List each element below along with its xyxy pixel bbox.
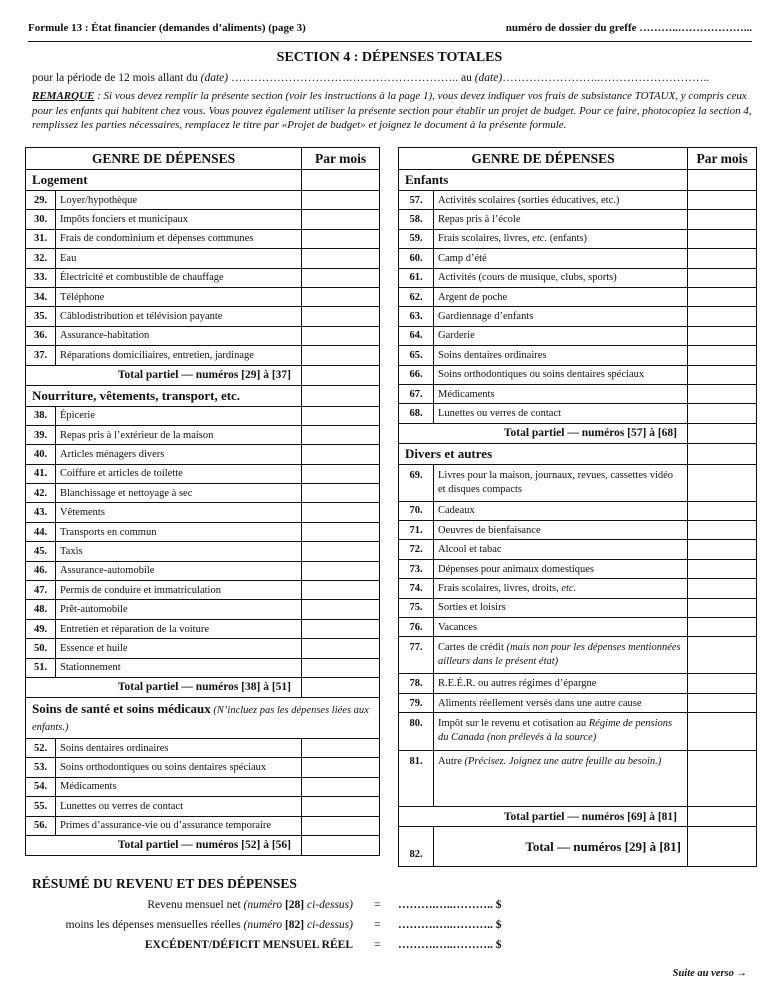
subtotal-amount-field[interactable] bbox=[302, 677, 380, 697]
monthly-amount-field[interactable] bbox=[302, 797, 380, 816]
item-number: 63. bbox=[399, 307, 434, 326]
monthly-amount-field[interactable] bbox=[302, 619, 380, 638]
monthly-amount-field[interactable] bbox=[302, 326, 380, 345]
item-number: 65. bbox=[399, 346, 434, 365]
monthly-amount-field[interactable] bbox=[688, 307, 757, 326]
monthly-amount-field[interactable] bbox=[688, 229, 757, 248]
item-number: 74. bbox=[399, 579, 434, 598]
item-number: 80. bbox=[399, 713, 434, 751]
item-number: 55. bbox=[26, 797, 56, 816]
monthly-amount-field[interactable] bbox=[302, 542, 380, 561]
item-number: 40. bbox=[26, 445, 56, 464]
expense-row bbox=[399, 191, 757, 210]
court-file-number: numéro de dossier du greffe ………..………………... bbox=[505, 22, 752, 34]
item-number: 66. bbox=[399, 365, 434, 384]
expense-row bbox=[26, 268, 380, 287]
item-label: Repas pris à l’école bbox=[434, 210, 688, 229]
item-number: 50. bbox=[26, 639, 56, 658]
item-label: Dépenses pour animaux domestiques bbox=[434, 559, 688, 578]
expense-row bbox=[399, 464, 757, 501]
item-label: Impôts fonciers et municipaux bbox=[56, 210, 302, 229]
subtotal-amount-field[interactable] bbox=[688, 423, 757, 443]
subtotal-row: Total partiel — numéros [69] à [81] bbox=[399, 807, 757, 827]
expense-row bbox=[399, 501, 757, 520]
expense-row bbox=[26, 542, 380, 561]
item-label: Assurance-habitation bbox=[56, 326, 302, 345]
item-number: 34. bbox=[26, 287, 56, 306]
section-title: SECTION 4 : DÉPENSES TOTALES bbox=[276, 50, 503, 65]
item-label: Vacances bbox=[434, 618, 688, 637]
grand-total-row: 82. Total — numéros [29] à [81] bbox=[399, 827, 757, 867]
expense-row bbox=[26, 738, 380, 757]
item-label: Gardiennage d’enfants bbox=[434, 307, 688, 326]
item-label: Essence et huile bbox=[56, 639, 302, 658]
monthly-amount-field[interactable] bbox=[302, 287, 380, 306]
item-label: Coiffure et articles de toilette bbox=[56, 464, 302, 483]
item-label: Médicaments bbox=[434, 384, 688, 403]
start-date-field[interactable]: ………………………….……………………….. bbox=[228, 72, 461, 84]
expense-row bbox=[399, 540, 757, 559]
monthly-amount-field[interactable] bbox=[688, 191, 757, 210]
expense-row bbox=[26, 307, 380, 326]
item-label: Blanchissage et nettoyage à sec bbox=[56, 484, 302, 503]
item-label: Assurance-automobile bbox=[56, 561, 302, 580]
monthly-amount-field[interactable] bbox=[688, 268, 757, 287]
item-label: Lunettes ou verres de contact bbox=[56, 797, 302, 816]
item-label: Loyer/hypothèque bbox=[56, 191, 302, 210]
group-logement bbox=[26, 170, 380, 191]
item-label: Soins dentaires ordinaires bbox=[434, 346, 688, 365]
item-number: 56. bbox=[26, 816, 56, 835]
group-divers bbox=[399, 443, 757, 464]
item-number: 78. bbox=[399, 674, 434, 693]
monthly-amount-field[interactable] bbox=[302, 484, 380, 503]
item-label: Vêtements bbox=[56, 503, 302, 522]
group-title: Soins de santé et soins médicaux bbox=[32, 700, 211, 716]
monthly-amount-field[interactable] bbox=[302, 738, 380, 757]
summary-label: EXCÉDENT/DÉFICIT MENSUEL RÉEL bbox=[144, 939, 353, 951]
item-label: Repas pris à l’extérieur de la maison bbox=[56, 425, 302, 444]
group-sante bbox=[26, 697, 380, 738]
subtotal-amount-field[interactable] bbox=[302, 365, 380, 385]
monthly-amount-field[interactable] bbox=[302, 406, 380, 425]
item-label: Cartes de crédit (mais non pour les dépenses mentionnées ailleurs dans le présent état) bbox=[434, 637, 688, 674]
monthly-amount-field[interactable] bbox=[688, 346, 757, 365]
item-label: Téléphone bbox=[56, 287, 302, 306]
expense-row bbox=[26, 658, 380, 677]
item-label: Primes d’assurance-vie ou d’assurance temporaire bbox=[56, 816, 302, 835]
expense-row bbox=[26, 484, 380, 503]
item-number: 49. bbox=[26, 619, 56, 638]
monthly-amount-field[interactable] bbox=[688, 579, 757, 598]
item-label: Frais de condominium et dépenses communes bbox=[56, 229, 302, 248]
item-number: 72. bbox=[399, 540, 434, 559]
item-number: 58. bbox=[399, 210, 434, 229]
item-label: Autre (Précisez. Joignez une autre feuille au besoin.) bbox=[434, 751, 688, 807]
monthly-amount-field[interactable] bbox=[302, 600, 380, 619]
expense-row bbox=[399, 229, 757, 248]
expense-row bbox=[399, 751, 757, 807]
monthly-amount-field[interactable] bbox=[302, 581, 380, 600]
equals-sign: = bbox=[374, 899, 381, 911]
expense-row bbox=[26, 406, 380, 425]
monthly-amount-field[interactable] bbox=[688, 464, 757, 501]
equals-sign: = bbox=[374, 939, 381, 951]
item-label: Livres pour la maison, journaux, revues, cassettes vidéo et disques compacts bbox=[434, 464, 688, 501]
item-number: 33. bbox=[26, 268, 56, 287]
item-number: 61. bbox=[399, 268, 434, 287]
monthly-amount-field[interactable] bbox=[688, 637, 757, 674]
monthly-amount-field[interactable] bbox=[302, 639, 380, 658]
expense-row bbox=[26, 758, 380, 777]
summary-amount-field[interactable]: ……….…..……….. $ bbox=[398, 939, 502, 951]
expense-row bbox=[26, 581, 380, 600]
column-header-type: GENRE DE DÉPENSES bbox=[26, 148, 302, 170]
column-header-month: Par mois bbox=[688, 148, 757, 170]
item-number: 52. bbox=[26, 738, 56, 757]
group-title: Nourriture, vêtements, transport, etc. bbox=[26, 385, 302, 406]
column-header-month: Par mois bbox=[302, 148, 380, 170]
item-label: Réparations domiciliaires, entretien, jardinage bbox=[56, 346, 302, 365]
item-number: 41. bbox=[26, 464, 56, 483]
expense-row bbox=[26, 425, 380, 444]
item-label: Transports en commun bbox=[56, 522, 302, 541]
item-number: 38. bbox=[26, 406, 56, 425]
monthly-amount-field[interactable] bbox=[688, 210, 757, 229]
item-label: Médicaments bbox=[56, 777, 302, 796]
monthly-amount-field[interactable] bbox=[688, 404, 757, 423]
item-number: 37. bbox=[26, 346, 56, 365]
monthly-amount-field[interactable] bbox=[688, 598, 757, 617]
monthly-amount-field[interactable] bbox=[302, 522, 380, 541]
monthly-amount-field[interactable] bbox=[688, 618, 757, 637]
summary-amount-field[interactable]: ……….…..……….. $ bbox=[398, 919, 502, 931]
monthly-amount-field[interactable] bbox=[688, 693, 757, 712]
item-label: Permis de conduire et immatriculation bbox=[56, 581, 302, 600]
item-number: 59. bbox=[399, 229, 434, 248]
group-title: Enfants bbox=[399, 170, 688, 191]
monthly-amount-field[interactable] bbox=[688, 521, 757, 540]
expenses-table-right bbox=[398, 147, 757, 867]
monthly-amount-field[interactable] bbox=[302, 268, 380, 287]
item-number: 42. bbox=[26, 484, 56, 503]
item-label: Entretien et réparation de la voiture bbox=[56, 619, 302, 638]
subtotal-amount-field[interactable] bbox=[302, 835, 380, 855]
expense-row bbox=[26, 600, 380, 619]
item-number: 79. bbox=[399, 693, 434, 712]
monthly-amount-field[interactable] bbox=[688, 326, 757, 345]
expense-row bbox=[26, 522, 380, 541]
item-number: 71. bbox=[399, 521, 434, 540]
expense-row bbox=[399, 693, 757, 712]
subtotal-row: Total partiel — numéros [52] à [56] bbox=[26, 835, 380, 855]
summary-label: moins les dépenses mensuelles réelles (numéro [82] ci-dessus) bbox=[65, 919, 353, 931]
item-number: 53. bbox=[26, 758, 56, 777]
group-enfants bbox=[399, 170, 757, 191]
item-label: Soins orthodontiques ou soins dentaires spéciaux bbox=[56, 758, 302, 777]
item-label: Frais scolaires, livres, droits, etc. bbox=[434, 579, 688, 598]
expense-row bbox=[399, 559, 757, 578]
item-number: 70. bbox=[399, 501, 434, 520]
item-number: 54. bbox=[26, 777, 56, 796]
end-date-field[interactable]: ……………………..……………………….. bbox=[502, 72, 710, 84]
column-header-type: GENRE DE DÉPENSES bbox=[399, 148, 688, 170]
item-number: 46. bbox=[26, 561, 56, 580]
expense-row bbox=[399, 326, 757, 345]
item-number: 43. bbox=[26, 503, 56, 522]
grand-total-amount-field[interactable] bbox=[688, 827, 757, 867]
expense-row bbox=[399, 521, 757, 540]
grand-total-label: Total — numéros [29] à [81] bbox=[434, 827, 688, 867]
monthly-amount-field[interactable] bbox=[302, 658, 380, 677]
expense-row bbox=[399, 618, 757, 637]
subtotal-row: Total partiel — numéros [29] à [37] bbox=[26, 365, 380, 385]
monthly-amount-field[interactable] bbox=[302, 425, 380, 444]
item-number: 45. bbox=[26, 542, 56, 561]
item-label: Eau bbox=[56, 249, 302, 268]
item-label: Activités (cours de musique, clubs, sports) bbox=[434, 268, 688, 287]
expense-row bbox=[399, 287, 757, 306]
subtotal-row: Total partiel — numéros [38] à [51] bbox=[26, 677, 380, 697]
monthly-amount-field[interactable] bbox=[688, 540, 757, 559]
monthly-amount-field[interactable] bbox=[688, 713, 757, 751]
remark-note: REMARQUE : Si vous devez remplir la présente section (voir les instructions à la page 1), vous devez indiquer vos frais de subsistance TOTAUX, y compris ceux pour les enfants qui habitent chez vous. Vous pouvez également utiliser la présente section pour établir un projet de budget. Pour ce faire, photocopiez la section 4, remplissez les parties nécessaires, remplacez le titre par «Projet de budget» et joignez le document à la présente formule. bbox=[32, 90, 752, 131]
item-number: 76. bbox=[399, 618, 434, 637]
period-line: pour la période de 12 mois allant du (date) ………………………….……………………….. au (date)……………………..……………………….. bbox=[32, 72, 710, 84]
monthly-amount-field[interactable] bbox=[688, 287, 757, 306]
expense-row bbox=[399, 268, 757, 287]
monthly-amount-field[interactable] bbox=[302, 464, 380, 483]
equals-sign: = bbox=[374, 919, 381, 931]
expense-row bbox=[26, 777, 380, 796]
monthly-amount-field[interactable] bbox=[688, 501, 757, 520]
monthly-amount-field[interactable] bbox=[302, 777, 380, 796]
expense-row bbox=[399, 346, 757, 365]
item-number: 64. bbox=[399, 326, 434, 345]
item-label: Taxis bbox=[56, 542, 302, 561]
table-header bbox=[399, 148, 757, 170]
monthly-amount-field[interactable] bbox=[688, 249, 757, 268]
item-number: 68. bbox=[399, 404, 434, 423]
item-label: Prêt-automobile bbox=[56, 600, 302, 619]
item-number: 29. bbox=[26, 191, 56, 210]
expense-row bbox=[26, 619, 380, 638]
monthly-amount-field[interactable] bbox=[302, 229, 380, 248]
group-title: Logement bbox=[26, 170, 302, 191]
item-number: 60. bbox=[399, 249, 434, 268]
expense-row bbox=[399, 210, 757, 229]
expense-row bbox=[26, 346, 380, 365]
expense-row bbox=[26, 249, 380, 268]
item-label: Alcool et tabac bbox=[434, 540, 688, 559]
item-label: Oeuvres de bienfaisance bbox=[434, 521, 688, 540]
item-number: 75. bbox=[399, 598, 434, 617]
expense-row bbox=[26, 816, 380, 835]
item-number: 36. bbox=[26, 326, 56, 345]
item-label: Épicerie bbox=[56, 406, 302, 425]
monthly-amount-field[interactable] bbox=[302, 346, 380, 365]
item-label: Impôt sur le revenu et cotisation au Régime de pensions du Canada (non prélevés à la source) bbox=[434, 713, 688, 751]
subtotal-amount-field[interactable] bbox=[688, 807, 757, 827]
monthly-amount-field[interactable] bbox=[302, 191, 380, 210]
expense-row bbox=[399, 579, 757, 598]
continue-overleaf: Suite au verso → bbox=[672, 968, 747, 979]
expense-row bbox=[399, 637, 757, 674]
item-number: 32. bbox=[26, 249, 56, 268]
item-number: 35. bbox=[26, 307, 56, 326]
expense-row bbox=[26, 561, 380, 580]
expense-row bbox=[26, 464, 380, 483]
item-label: Lunettes ou verres de contact bbox=[434, 404, 688, 423]
expense-row bbox=[399, 674, 757, 693]
item-number: 62. bbox=[399, 287, 434, 306]
subtotal-row: Total partiel — numéros [57] à [68] bbox=[399, 423, 757, 443]
item-label: Argent de poche bbox=[434, 287, 688, 306]
item-label: R.E.É.R. ou autres régimes d’épargne bbox=[434, 674, 688, 693]
expense-row bbox=[399, 365, 757, 384]
item-label: Câblodistribution et télévision payante bbox=[56, 307, 302, 326]
monthly-amount-field[interactable] bbox=[688, 674, 757, 693]
item-label: Articles ménagers divers bbox=[56, 445, 302, 464]
expense-row bbox=[399, 598, 757, 617]
summary-title: RÉSUMÉ DU REVENU ET DES DÉPENSES bbox=[32, 876, 297, 891]
form-title: Formule 13 : État financier (demandes d’aliments) (page 3) bbox=[28, 22, 306, 34]
item-label: Électricité et combustible de chauffage bbox=[56, 268, 302, 287]
group-nourriture bbox=[26, 385, 380, 406]
item-number: 69. bbox=[399, 464, 434, 501]
item-label: Cadeaux bbox=[434, 501, 688, 520]
monthly-amount-field[interactable] bbox=[302, 758, 380, 777]
expense-row bbox=[26, 229, 380, 248]
monthly-amount-field[interactable] bbox=[302, 445, 380, 464]
expense-row bbox=[26, 445, 380, 464]
expense-row bbox=[26, 287, 380, 306]
item-number: 39. bbox=[26, 425, 56, 444]
item-number: 51. bbox=[26, 658, 56, 677]
page-header bbox=[28, 4, 752, 42]
expense-row bbox=[399, 249, 757, 268]
expense-row bbox=[26, 210, 380, 229]
item-number: 73. bbox=[399, 559, 434, 578]
monthly-amount-field[interactable] bbox=[688, 384, 757, 403]
item-number: 77. bbox=[399, 637, 434, 674]
item-number: 30. bbox=[26, 210, 56, 229]
item-label: Soins orthodontiques ou soins dentaires spéciaux bbox=[434, 365, 688, 384]
item-label: Aliments réellement versés dans une autre cause bbox=[434, 693, 688, 712]
group-note: (N’incluez pas les dépenses liées aux enfants.) bbox=[32, 704, 369, 733]
monthly-amount-field[interactable] bbox=[688, 559, 757, 578]
item-label: Soins dentaires ordinaires bbox=[56, 738, 302, 757]
monthly-amount-field[interactable] bbox=[688, 365, 757, 384]
item-label: Frais scolaires, livres, etc. (enfants) bbox=[434, 229, 688, 248]
expense-row bbox=[399, 713, 757, 751]
item-number: 44. bbox=[26, 522, 56, 541]
monthly-amount-field[interactable] bbox=[302, 561, 380, 580]
expense-row bbox=[26, 191, 380, 210]
item-number: 57. bbox=[399, 191, 434, 210]
expense-row bbox=[26, 503, 380, 522]
item-number: 48. bbox=[26, 600, 56, 619]
monthly-amount-field[interactable] bbox=[688, 751, 757, 807]
item-number: 67. bbox=[399, 384, 434, 403]
monthly-amount-field[interactable] bbox=[302, 503, 380, 522]
monthly-amount-field[interactable] bbox=[302, 307, 380, 326]
table-header bbox=[26, 148, 380, 170]
monthly-amount-field[interactable] bbox=[302, 249, 380, 268]
item-number: 81. bbox=[399, 751, 434, 807]
summary-label: Revenu mensuel net (numéro [28] ci-dessus) bbox=[147, 899, 353, 911]
expense-row bbox=[399, 384, 757, 403]
item-label: Sorties et loisirs bbox=[434, 598, 688, 617]
item-number: 31. bbox=[26, 229, 56, 248]
item-label: Garderie bbox=[434, 326, 688, 345]
item-label: Stationnement bbox=[56, 658, 302, 677]
monthly-amount-field[interactable] bbox=[302, 210, 380, 229]
expense-row bbox=[26, 797, 380, 816]
expenses-table-left bbox=[25, 147, 380, 856]
item-number: 47. bbox=[26, 581, 56, 600]
item-label: Camp d’été bbox=[434, 249, 688, 268]
item-label: Activités scolaires (sorties éducatives, etc.) bbox=[434, 191, 688, 210]
summary-amount-field[interactable]: ……….…..……….. $ bbox=[398, 899, 502, 911]
group-title: Divers et autres bbox=[399, 443, 688, 464]
expense-row bbox=[26, 326, 380, 345]
expense-row bbox=[399, 307, 757, 326]
monthly-amount-field[interactable] bbox=[302, 816, 380, 835]
expense-row bbox=[26, 639, 380, 658]
expense-row bbox=[399, 404, 757, 423]
